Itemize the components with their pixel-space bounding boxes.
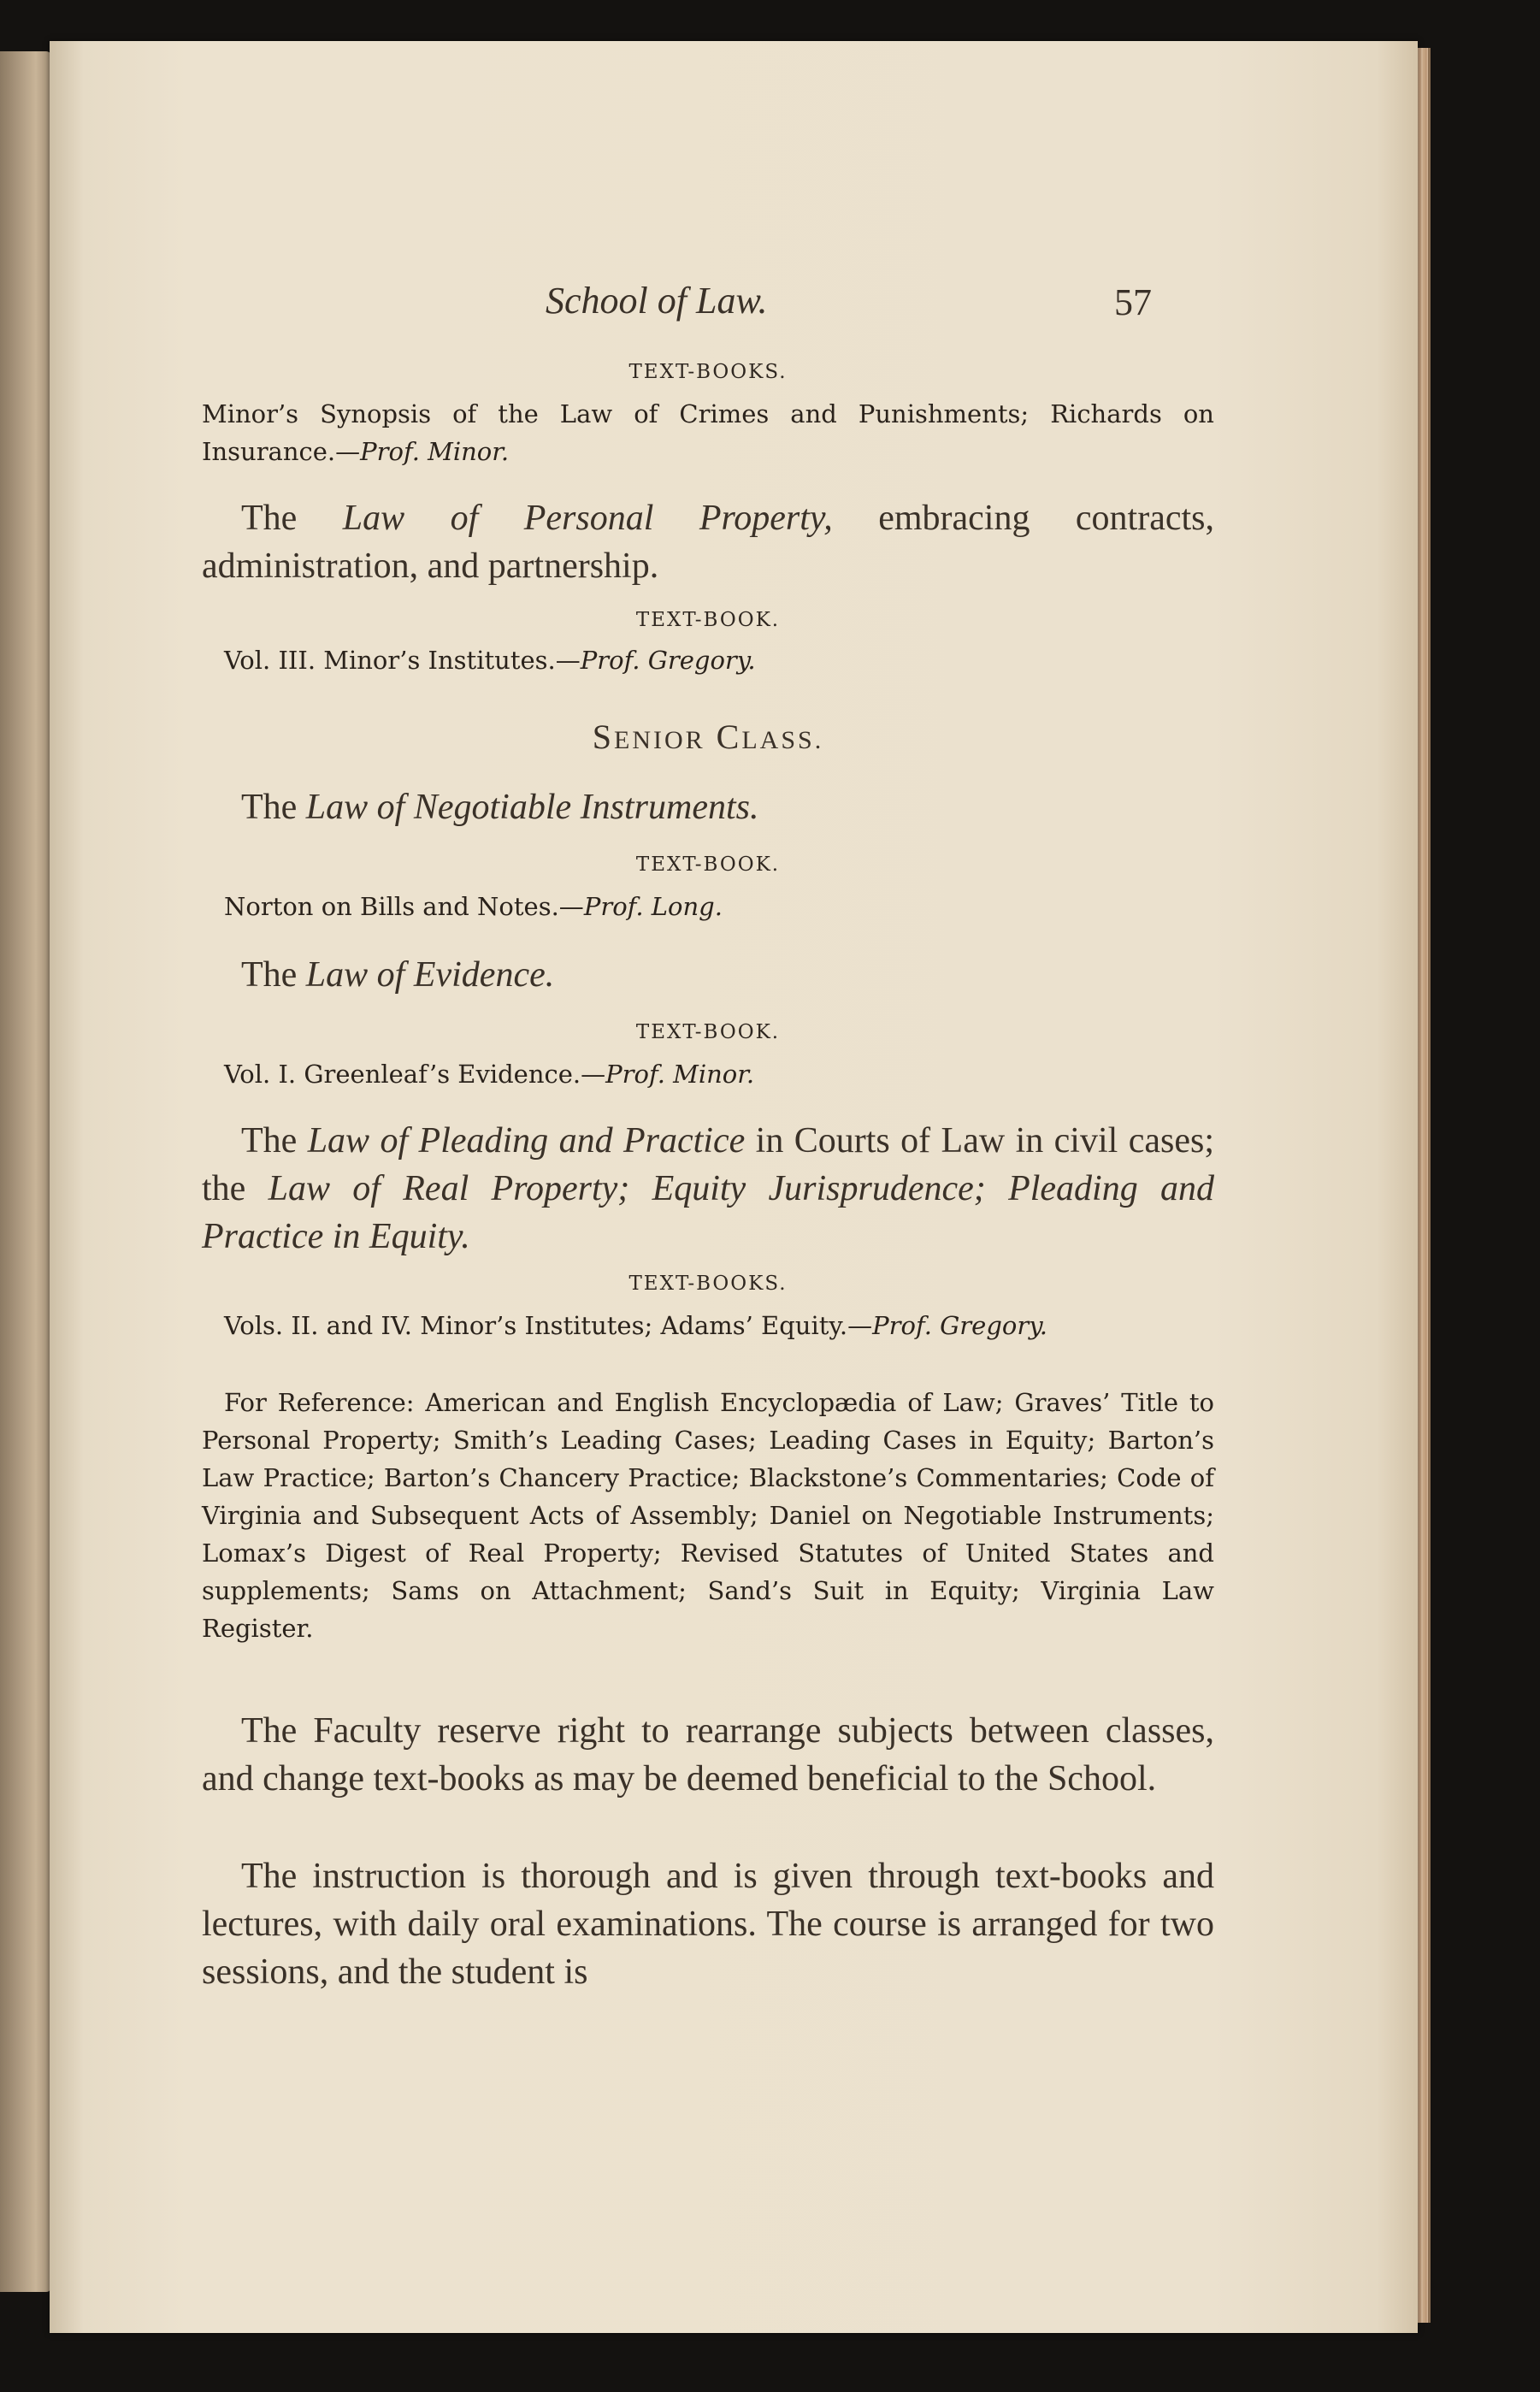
course-paragraph [202, 1117, 1214, 1261]
para-lead: The [241, 499, 343, 538]
textbooks-label: TEXT-BOOKS. [628, 361, 788, 383]
heading-cap: S [592, 718, 615, 756]
course-subject: Law of Pleading and Practice [307, 1121, 746, 1161]
textbook-entry [202, 888, 1214, 925]
heading-cap: C [716, 718, 742, 756]
professor-name: Prof. Minor. [360, 437, 510, 466]
textbooks-label: TEXT-BOOKS. [628, 1273, 788, 1295]
reference-list: For Reference: American and English Encyclopædia of Law; Graves’ Title to Personal Property; Smith’s Leading Cases; Leading Cases in Equity; Barton’s Law Practice; Barton’s Chancery Practice; Blackstone’s Commentaries; Code of Virginia and Subsequent Acts of Assembly; Daniel on Negotiable Instruments; Lomax’s Digest of Real Property; Revised Statutes of United States and supplements; Sams on Attachment; Sand’s Suit in Equity; Virginia Law Register. [202, 1388, 1214, 1643]
textbook-label: TEXT-BOOK. [635, 609, 781, 631]
course-paragraph [202, 494, 1214, 590]
textbook-entry [202, 641, 1214, 679]
professor-name: Prof. Gregory. [872, 1311, 1047, 1340]
entry-text: Minor’s Synopsis of the Law of Crimes and Punishments; Richards on Insurance.— [202, 399, 1214, 466]
para-mid: in Courts of Law in civil cases; the [202, 1121, 1214, 1208]
heading-smallcaps: LASS. [741, 726, 824, 754]
para-rest: embracing contracts, administration, and partnership. [202, 499, 1215, 586]
textbook-entry [202, 1055, 1214, 1093]
running-title: School of Law. [546, 280, 768, 322]
facing-page-edge [0, 51, 51, 2292]
professor-name: Prof. Gregory. [580, 646, 756, 675]
course-subject: Law of Personal Property, [342, 499, 833, 538]
textbook-label: TEXT-BOOK. [635, 1021, 781, 1043]
course-subject: Law of Real Property; Equity Jurisprudence; Pleading and Practice in Equity. [202, 1169, 1215, 1256]
entry-text: Vols. II. and IV. Minor’s Institutes; Adams’ Equity.— [224, 1311, 873, 1340]
textbook-label: TEXT-BOOK. [635, 853, 781, 876]
section-heading [202, 717, 1214, 757]
para-lead: The [241, 788, 306, 827]
para-lead: The [241, 955, 306, 995]
closing-paragraph: The Faculty reserve right to rearrange subjects between classes, and change text-books as may be deemed beneficial to the School. [202, 1711, 1214, 1798]
professor-name: Prof. Minor. [605, 1060, 755, 1089]
textbooks-entry [202, 1307, 1214, 1344]
course-subject: Law of Evidence. [305, 955, 555, 995]
entry-text: Vol. III. Minor’s Institutes.— [224, 646, 581, 675]
heading-smallcaps: ENIOR [614, 726, 705, 754]
entry-text: Vol. I. Greenleaf’s Evidence.— [224, 1060, 606, 1089]
closing-paragraph: The instruction is thorough and is given through text-books and lectures, with daily oral examinations. The course is arranged for two sessions, and the student is [202, 1857, 1214, 1992]
professor-name: Prof. Long. [583, 892, 723, 921]
textbooks-entry [202, 395, 1214, 470]
course-paragraph [202, 783, 1214, 831]
entry-text: Norton on Bills and Notes.— [224, 892, 584, 921]
page-number: 57 [1114, 281, 1152, 323]
course-paragraph [202, 951, 1214, 999]
para-lead: The [241, 1121, 308, 1161]
book-page [50, 41, 1418, 2333]
course-subject: Law of Negotiable Instruments. [305, 788, 759, 827]
